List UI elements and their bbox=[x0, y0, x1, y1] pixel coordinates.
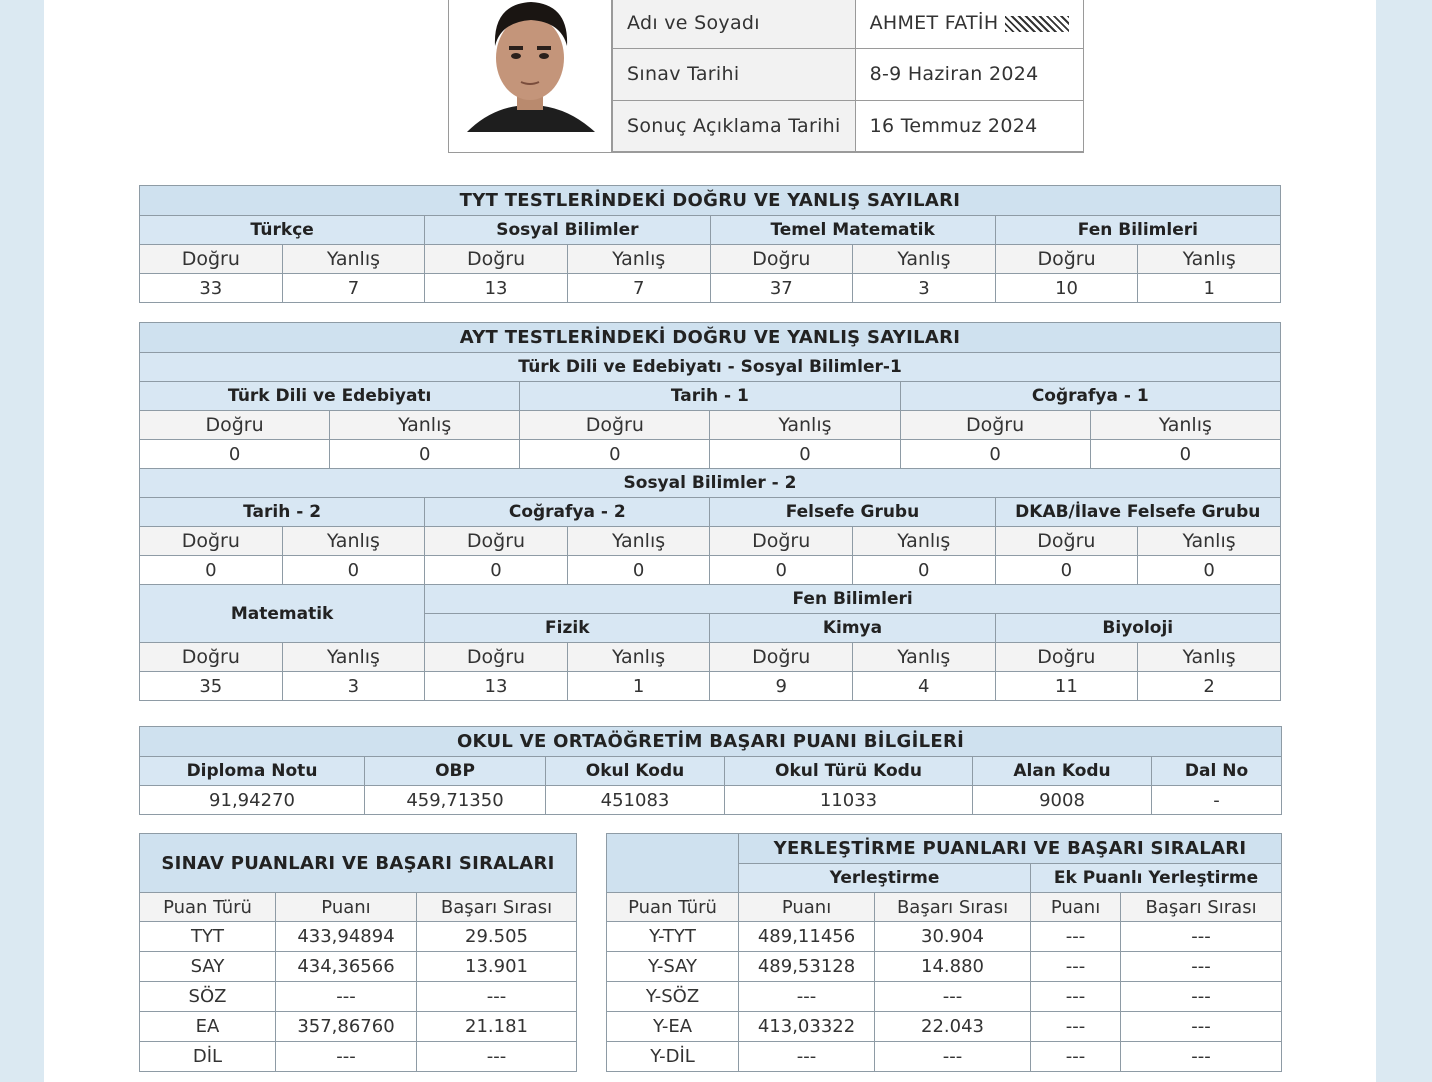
ayt-dogru-value: 0 bbox=[995, 556, 1138, 585]
obp-header: Alan Kodu bbox=[973, 757, 1152, 786]
dogru-header: Doğru bbox=[425, 527, 568, 556]
exam-date-value: 8-9 Haziran 2024 bbox=[855, 49, 1083, 100]
yanlis-header: Yanlış bbox=[1138, 245, 1281, 274]
ayt-dogru-value: 13 bbox=[425, 672, 568, 701]
score-value: --- bbox=[276, 1042, 417, 1072]
score-rank: 21.181 bbox=[417, 1012, 577, 1042]
ayt-fen-title: Fen Bilimleri bbox=[425, 585, 1281, 614]
name-text: AHMET FATİH bbox=[869, 12, 999, 35]
scores-header: Başarı Sırası bbox=[417, 893, 577, 922]
extra-score: --- bbox=[1031, 1042, 1121, 1072]
dogru-header: Doğru bbox=[140, 411, 330, 440]
ayt-section-name: Tarih - 2 bbox=[140, 498, 425, 527]
placement-score: 413,03322 bbox=[739, 1012, 875, 1042]
ayt-yanlis-value: 0 bbox=[852, 556, 995, 585]
placement-type: Y-TYT bbox=[607, 922, 739, 952]
obp-value: 451083 bbox=[546, 786, 725, 815]
extra-rank: --- bbox=[1121, 952, 1282, 982]
exam-date-label: Sınav Tarihi bbox=[613, 49, 856, 100]
name-value bbox=[855, 0, 1083, 49]
ayt-yanlis-value: 0 bbox=[282, 556, 425, 585]
ayt-group1-title: Türk Dili ve Edebiyatı - Sosyal Bilimler-1 bbox=[140, 353, 1281, 382]
candidate-photo bbox=[449, 0, 612, 152]
dogru-header: Doğru bbox=[995, 643, 1138, 672]
ayt-yanlis-value: 0 bbox=[1090, 440, 1280, 469]
extra-rank: --- bbox=[1121, 1012, 1282, 1042]
placement-header: Puanı bbox=[1031, 893, 1121, 922]
ayt-yanlis-value: 0 bbox=[710, 440, 900, 469]
yanlis-header: Yanlış bbox=[567, 643, 710, 672]
ayt-section-name: Felsefe Grubu bbox=[710, 498, 995, 527]
tyt-yanlis-value: 7 bbox=[282, 274, 425, 303]
score-rank: 29.505 bbox=[417, 922, 577, 952]
redaction-scribble bbox=[1005, 16, 1069, 32]
dogru-header: Doğru bbox=[710, 527, 853, 556]
obp-value: 11033 bbox=[725, 786, 973, 815]
yanlis-header: Yanlış bbox=[282, 527, 425, 556]
tyt-yanlis-value: 7 bbox=[567, 274, 710, 303]
placement-rank: --- bbox=[875, 982, 1031, 1012]
dogru-header: Doğru bbox=[900, 411, 1090, 440]
ayt-yanlis-value: 1 bbox=[567, 672, 710, 701]
ayt-yanlis-value: 0 bbox=[1138, 556, 1281, 585]
yanlis-header: Yanlış bbox=[1090, 411, 1280, 440]
placement-sub1: Yerleştirme bbox=[739, 864, 1031, 893]
placement-title: YERLEŞTİRME PUANLARI VE BAŞARI SIRALARI bbox=[739, 834, 1282, 864]
score-rank: --- bbox=[417, 1042, 577, 1072]
placement-sub2: Ek Puanlı Yerleştirme bbox=[1031, 864, 1282, 893]
obp-header: Dal No bbox=[1152, 757, 1282, 786]
dogru-header: Doğru bbox=[710, 245, 853, 274]
extra-score: --- bbox=[1031, 1012, 1121, 1042]
yanlis-header: Yanlış bbox=[852, 527, 995, 556]
score-type: SAY bbox=[140, 952, 276, 982]
obp-value: - bbox=[1152, 786, 1282, 815]
yanlis-header: Yanlış bbox=[330, 411, 520, 440]
result-date-value: 16 Temmuz 2024 bbox=[855, 100, 1083, 151]
yanlis-header: Yanlış bbox=[567, 527, 710, 556]
score-type: TYT bbox=[140, 922, 276, 952]
score-rank: --- bbox=[417, 982, 577, 1012]
obp-title: OKUL VE ORTAÖĞRETİM BAŞARI PUANI BİLGİLERİ bbox=[140, 727, 1282, 757]
result-document bbox=[44, 0, 1376, 1082]
ayt-section-name: Fizik bbox=[425, 614, 710, 643]
scores-table bbox=[139, 833, 1282, 1072]
result-date-label: Sonuç Açıklama Tarihi bbox=[613, 100, 856, 151]
yanlis-header: Yanlış bbox=[710, 411, 900, 440]
yanlis-header: Yanlış bbox=[852, 643, 995, 672]
ayt-section-name: Türk Dili ve Edebiyatı bbox=[140, 382, 520, 411]
dogru-header: Doğru bbox=[425, 643, 568, 672]
placement-score: --- bbox=[739, 1042, 875, 1072]
score-value: 433,94894 bbox=[276, 922, 417, 952]
yanlis-header: Yanlış bbox=[1138, 527, 1281, 556]
placement-header: Başarı Sırası bbox=[1121, 893, 1282, 922]
candidate-info bbox=[448, 0, 1084, 153]
ayt-dogru-value: 11 bbox=[995, 672, 1138, 701]
placement-type: Y-EA bbox=[607, 1012, 739, 1042]
tyt-dogru-value: 10 bbox=[995, 274, 1138, 303]
candidate-info-table bbox=[612, 0, 1083, 152]
column-gap bbox=[577, 834, 607, 1042]
ayt-dogru-value: 0 bbox=[425, 556, 568, 585]
dogru-header: Doğru bbox=[520, 411, 710, 440]
scores-title: SINAV PUANLARI VE BAŞARI SIRALARI bbox=[140, 834, 577, 893]
column-gap bbox=[577, 1042, 607, 1072]
scores-header: Puanı bbox=[276, 893, 417, 922]
tyt-section-name: Fen Bilimleri bbox=[995, 216, 1280, 245]
extra-rank: --- bbox=[1121, 1042, 1282, 1072]
extra-rank: --- bbox=[1121, 922, 1282, 952]
ayt-dogru-value: 0 bbox=[140, 556, 283, 585]
ayt-table bbox=[139, 322, 1281, 701]
extra-score: --- bbox=[1031, 922, 1121, 952]
tyt-title: TYT TESTLERİNDEKİ DOĞRU VE YANLIŞ SAYILARI bbox=[140, 186, 1281, 216]
obp-header: Okul Türü Kodu bbox=[725, 757, 973, 786]
score-type: DİL bbox=[140, 1042, 276, 1072]
dogru-header: Doğru bbox=[140, 527, 283, 556]
obp-value: 9008 bbox=[973, 786, 1152, 815]
placement-rank: --- bbox=[875, 1042, 1031, 1072]
placement-type: Y-DİL bbox=[607, 1042, 739, 1072]
score-value: 434,36566 bbox=[276, 952, 417, 982]
yanlis-header: Yanlış bbox=[282, 245, 425, 274]
score-rank: 13.901 bbox=[417, 952, 577, 982]
placement-header: Puanı bbox=[739, 893, 875, 922]
placement-score: 489,53128 bbox=[739, 952, 875, 982]
ayt-title: AYT TESTLERİNDEKİ DOĞRU VE YANLIŞ SAYILARI bbox=[140, 323, 1281, 353]
obp-header: OBP bbox=[365, 757, 546, 786]
placement-header: Puan Türü bbox=[607, 893, 739, 922]
ayt-section-name: Coğrafya - 2 bbox=[425, 498, 710, 527]
tyt-dogru-value: 37 bbox=[710, 274, 853, 303]
extra-score: --- bbox=[1031, 952, 1121, 982]
ayt-math-name: Matematik bbox=[140, 585, 425, 643]
obp-value: 91,94270 bbox=[140, 786, 365, 815]
placement-type: Y-SÖZ bbox=[607, 982, 739, 1012]
dogru-header: Doğru bbox=[425, 245, 568, 274]
ayt-dogru-value: 0 bbox=[140, 440, 330, 469]
extra-rank: --- bbox=[1121, 982, 1282, 1012]
ayt-yanlis-value: 3 bbox=[282, 672, 425, 701]
yanlis-header: Yanlış bbox=[282, 643, 425, 672]
scores-header: Puan Türü bbox=[140, 893, 276, 922]
placement-rank: 30.904 bbox=[875, 922, 1031, 952]
ayt-dogru-value: 9 bbox=[710, 672, 853, 701]
placement-rank: 14.880 bbox=[875, 952, 1031, 982]
ayt-yanlis-value: 0 bbox=[567, 556, 710, 585]
placement-header: Başarı Sırası bbox=[875, 893, 1031, 922]
ayt-section-name: DKAB/İlave Felsefe Grubu bbox=[995, 498, 1280, 527]
obp-value: 459,71350 bbox=[365, 786, 546, 815]
ayt-section-name: Biyoloji bbox=[995, 614, 1280, 643]
extra-score: --- bbox=[1031, 982, 1121, 1012]
dogru-header: Doğru bbox=[995, 245, 1138, 274]
ayt-yanlis-value: 0 bbox=[330, 440, 520, 469]
ayt-dogru-value: 0 bbox=[900, 440, 1090, 469]
placement-score: 489,11456 bbox=[739, 922, 875, 952]
dogru-header: Doğru bbox=[995, 527, 1138, 556]
yanlis-header: Yanlış bbox=[1138, 643, 1281, 672]
obp-header: Diploma Notu bbox=[140, 757, 365, 786]
placement-corner bbox=[607, 834, 739, 893]
tyt-section-name: Sosyal Bilimler bbox=[425, 216, 710, 245]
ayt-yanlis-value: 4 bbox=[852, 672, 995, 701]
score-value: --- bbox=[276, 982, 417, 1012]
ayt-dogru-value: 0 bbox=[710, 556, 853, 585]
yanlis-header: Yanlış bbox=[567, 245, 710, 274]
ayt-section-name: Kimya bbox=[710, 614, 995, 643]
obp-header: Okul Kodu bbox=[546, 757, 725, 786]
yanlis-header: Yanlış bbox=[853, 245, 996, 274]
placement-score: --- bbox=[739, 982, 875, 1012]
tyt-table bbox=[139, 185, 1281, 303]
ayt-section-name: Coğrafya - 1 bbox=[900, 382, 1281, 411]
ayt-group2-title: Sosyal Bilimler - 2 bbox=[140, 469, 1281, 498]
obp-table bbox=[139, 726, 1282, 815]
placement-rank: 22.043 bbox=[875, 1012, 1031, 1042]
tyt-dogru-value: 13 bbox=[425, 274, 568, 303]
score-type: SÖZ bbox=[140, 982, 276, 1012]
tyt-dogru-value: 33 bbox=[140, 274, 283, 303]
name-label: Adı ve Soyadı bbox=[613, 0, 856, 49]
dogru-header: Doğru bbox=[140, 643, 283, 672]
dogru-header: Doğru bbox=[140, 245, 283, 274]
ayt-dogru-value: 35 bbox=[140, 672, 283, 701]
ayt-section-name: Tarih - 1 bbox=[520, 382, 900, 411]
score-value: 357,86760 bbox=[276, 1012, 417, 1042]
ayt-dogru-value: 0 bbox=[520, 440, 710, 469]
placement-type: Y-SAY bbox=[607, 952, 739, 982]
ayt-yanlis-value: 2 bbox=[1138, 672, 1281, 701]
tyt-section-name: Türkçe bbox=[140, 216, 425, 245]
dogru-header: Doğru bbox=[710, 643, 853, 672]
score-type: EA bbox=[140, 1012, 276, 1042]
tyt-yanlis-value: 1 bbox=[1138, 274, 1281, 303]
tyt-section-name: Temel Matematik bbox=[710, 216, 995, 245]
tyt-yanlis-value: 3 bbox=[853, 274, 996, 303]
